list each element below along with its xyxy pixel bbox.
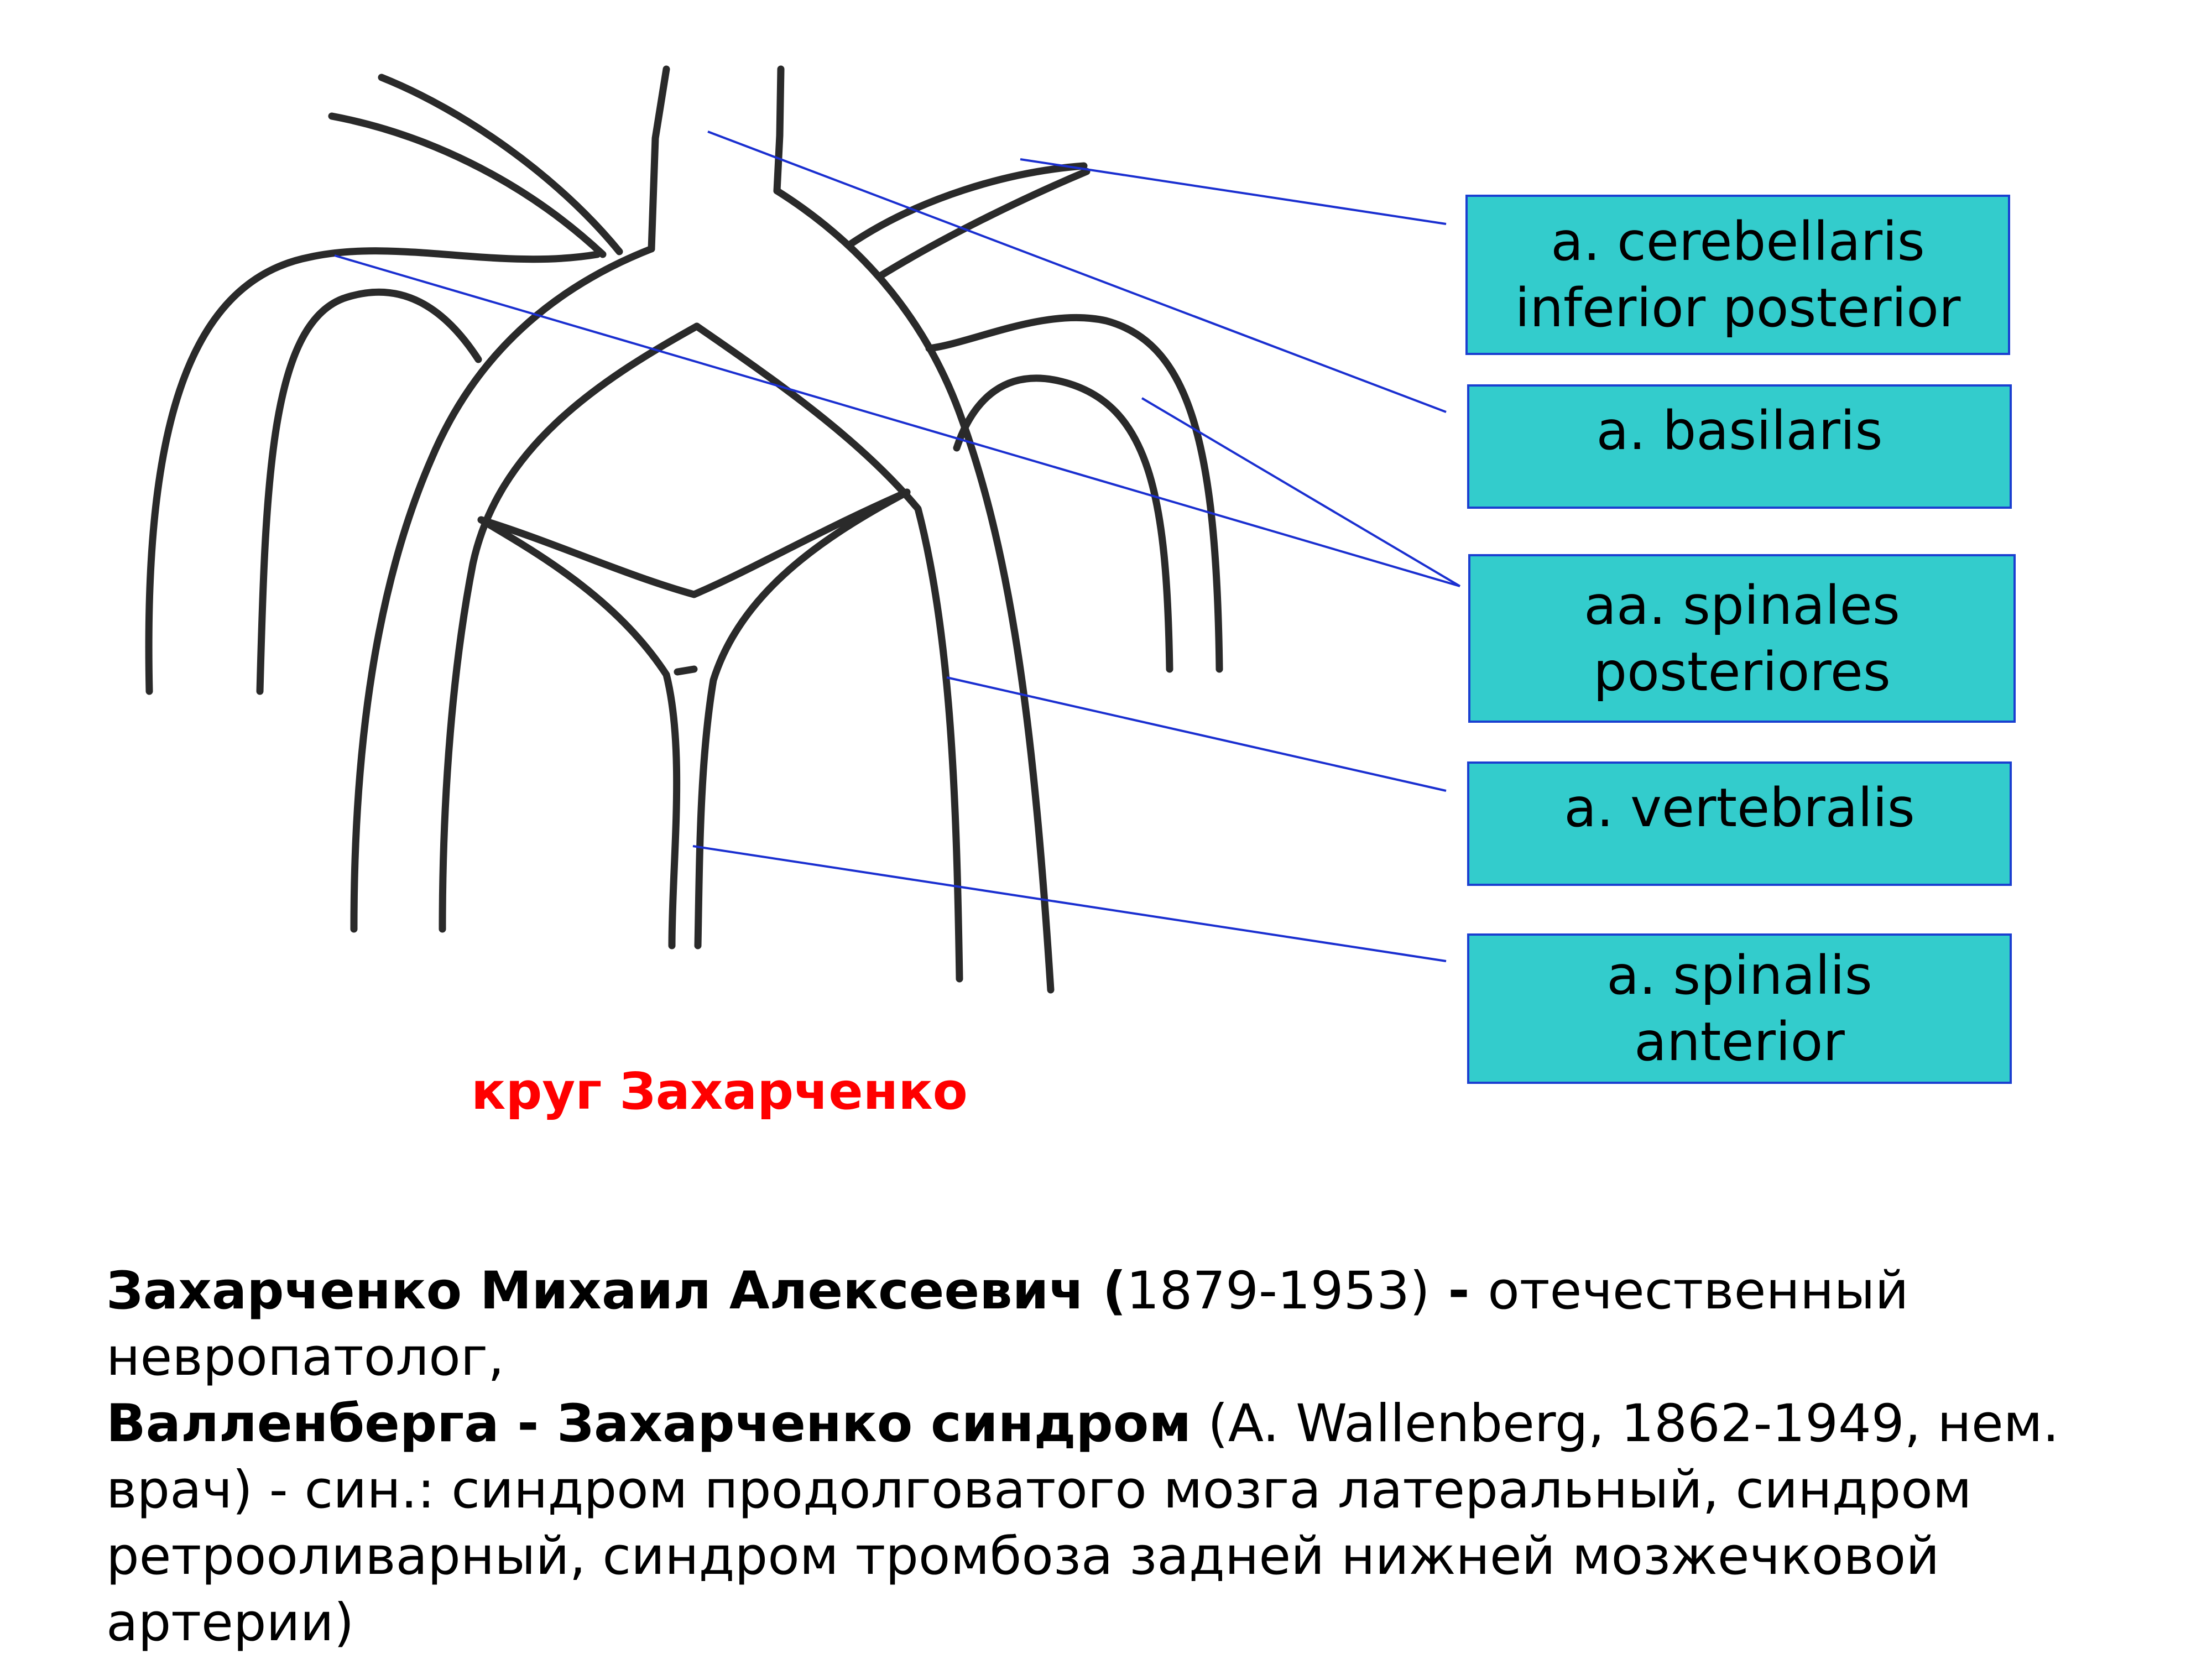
bio-description: отечественный невропатолог, (106, 1261, 1909, 1387)
leader-line-vertebralis (947, 677, 1446, 791)
label-text: a. basilaris (1596, 400, 1883, 462)
vertebral-left-outer (354, 249, 651, 929)
label-text: a. vertebralis (1564, 777, 1915, 839)
label-text: a. spinalis anterior (1606, 945, 1872, 1073)
label-cerebellaris-inferior-posterior (1465, 195, 2010, 355)
arch-outer-right (929, 317, 1219, 669)
vessel-sketch (149, 69, 1219, 990)
spinal-anterior-left-upper (481, 492, 907, 594)
pica-right-1 (852, 166, 1084, 243)
label-text: a. cerebellaris inferior posterior (1515, 211, 1961, 339)
bio-name: Захарченко Михаил Алексеевич ( (106, 1261, 1126, 1321)
leader-line-pica (1020, 159, 1446, 224)
vertebral-left-inner (442, 326, 697, 929)
bio-years: 1879-1953) (1126, 1261, 1430, 1321)
vertebral-right-outer (777, 191, 1051, 990)
spinal-anterior-right (698, 492, 907, 946)
basilar-stem-left (651, 69, 666, 249)
bio-syndrome-text: (A. Wallenberg, 1862-1949, нем. врач) - син.: синдром продолговатого мозга латеральный, синдром ретрооливарный, синдром тромбоза задней нижней мозжечковой артерии) (106, 1394, 2059, 1653)
diagram-caption: круг Захарченко (471, 1062, 968, 1121)
label-vertebralis (1467, 761, 2012, 886)
label-basilaris (1467, 384, 2012, 509)
arch-inner-left (260, 292, 478, 691)
bio-dash: - (1430, 1261, 1488, 1321)
biography-text (106, 1258, 2152, 1656)
arch-inner-right (957, 378, 1170, 669)
pica-left-2 (382, 77, 619, 252)
label-spinales-posteriores (1468, 554, 2016, 723)
pica-left-1 (332, 116, 603, 254)
basilar-stem-right (777, 69, 781, 191)
bio-syndrome-name: Валленберга - Захарченко синдром (106, 1394, 1192, 1454)
label-text: aa. spinales posteriores (1584, 574, 1900, 703)
leader-line-spinales-2 (1142, 398, 1460, 586)
spinal-anterior-mid (677, 669, 694, 672)
leader-line-spinalis-anterior (693, 846, 1446, 961)
spinal-anterior-left-lower (481, 520, 677, 946)
label-spinalis-anterior (1467, 933, 2012, 1084)
